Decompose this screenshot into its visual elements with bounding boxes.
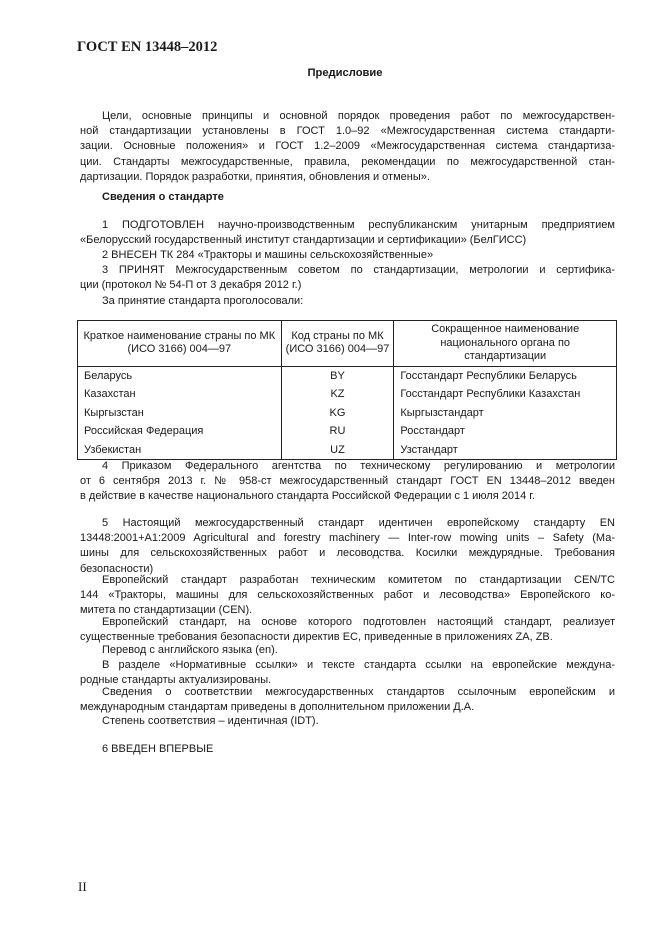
item-5-paragraph-6: Сведения о соответствии межгосударственных стандартов ссылочным европейским и международным стандартам приведены в дополнительном приложении Д.А. [80,686,615,714]
voting-countries-table [77,320,617,460]
country-code-header: Код страны по МК (ИСО 3166) 004—97 [281,321,394,367]
national-body: Госстандарт Республики Казахстан [394,385,617,404]
table-header-row [78,321,617,367]
country-name: Казахстан [78,385,282,404]
item-5-paragraph-4: Перевод с английского языка (en). [102,644,278,656]
item-5-paragraph-7: Степень соответствия – идентичная (IDT). [102,715,319,727]
table-row [78,404,617,423]
national-body: Госстандарт Республики Беларусь [394,366,617,385]
country-code: BY [281,366,394,385]
country-code: KZ [281,385,394,404]
item-5-paragraph-3: Европейский стандарт, на основе которого подготовлен настоящий стандарт, реализует существенные требования безопасности директив ЕС, приведенные в приложениях ZA, ZB. [80,616,615,644]
national-body-header: Сокращенное наименование национального органа по стандартизации [394,321,617,367]
item-1: 1 ПОДГОТОВЛЕН научно-производственным республиканским унитарным предприятием «Белорусский государственный институт стандартизации и сертификации» (БелГИСС) [80,219,615,247]
country-name: Узбекистан [78,441,282,460]
national-body: Узстандарт [394,441,617,460]
item-3: 3 ПРИНЯТ Межгосударственным советом по стандартизации, метрологии и сертифика- ции (протокол № 54-П от 3 декабря 2012 г.) [80,264,615,292]
table-row [78,366,617,385]
national-body: Кыргызстандарт [394,404,617,423]
country-code: KG [281,404,394,423]
standard-code-header: ГОСТ EN 13448–2012 [77,39,218,55]
country-code: RU [281,422,394,441]
page-number: II [78,879,87,894]
item-4: 4 Приказом Федерального агентства по техническому регулированию и метрологии от 6 сентября 2013 г. № 958-ст межгосударственный стандарт ГОСТ EN 13448–2012 введен в действие в качестве национального стандарта Российской Федерации с 1 июля 2014 г. [80,460,615,503]
voted-intro: За принятие стандарта проголосовали: [102,295,304,307]
item-2: 2 ВНЕСЕН ТК 284 «Тракторы и машины сельскохозяйственные» [102,249,434,261]
country-name: Российская Федерация [78,422,282,441]
country-name: Беларусь [78,366,282,385]
standard-info-heading: Сведения о стандарте [102,191,224,203]
table-row [78,422,617,441]
country-name: Кыргызстан [78,404,282,423]
item-5-paragraph-2: Европейский стандарт разработан техническим комитетом по стандартизации CEN/TC 144 «Тракторы, машины для сельскохозяйственных работ и лесоводства» Европейского ко- митета по стандартизации (CEN). [80,574,615,617]
country-name-header: Краткое наименование страны по МК (ИСО 3166) 004—97 [78,321,282,367]
item-5-paragraph-5: В разделе «Нормативные ссылки» и тексте стандарта ссылки на европейские междуна- родные стандарты актуализированы. [80,659,615,687]
country-code: UZ [281,441,394,460]
table-row [78,385,617,404]
page-title: Предисловие [307,67,383,79]
table-row [78,441,617,460]
item-6: 6 ВВЕДЕН ВПЕРВЫЕ [102,743,214,755]
intro-paragraph: Цели, основные принципы и основной порядок проведения работ по межгосударствен- ной стандартизации установлены в ГОСТ 1.0–92 «Межгосударственная система стандарти- зации. Основные положения» и ГОСТ 1.2–2009 «Межгосударственная система стандартиза- ции. Стандарты межгосударственные, правила, рекомендации по межгосударственной стан- дартизации. Порядок разработки, принятия, обновления и отмены». [80,110,615,183]
item-5-paragraph-1: 5 Настоящий межгосударственный стандарт идентичен европейскому стандарту EN 13448:2001+A1:2009 Agricultural and forestry machinery — Inter-row mowing units – Safety (Ма- шины для сельскохозяйственных работ и лесоводства. Косилки междурядные. Требования безопасности) [80,517,615,575]
national-body: Росстандарт [394,422,617,441]
